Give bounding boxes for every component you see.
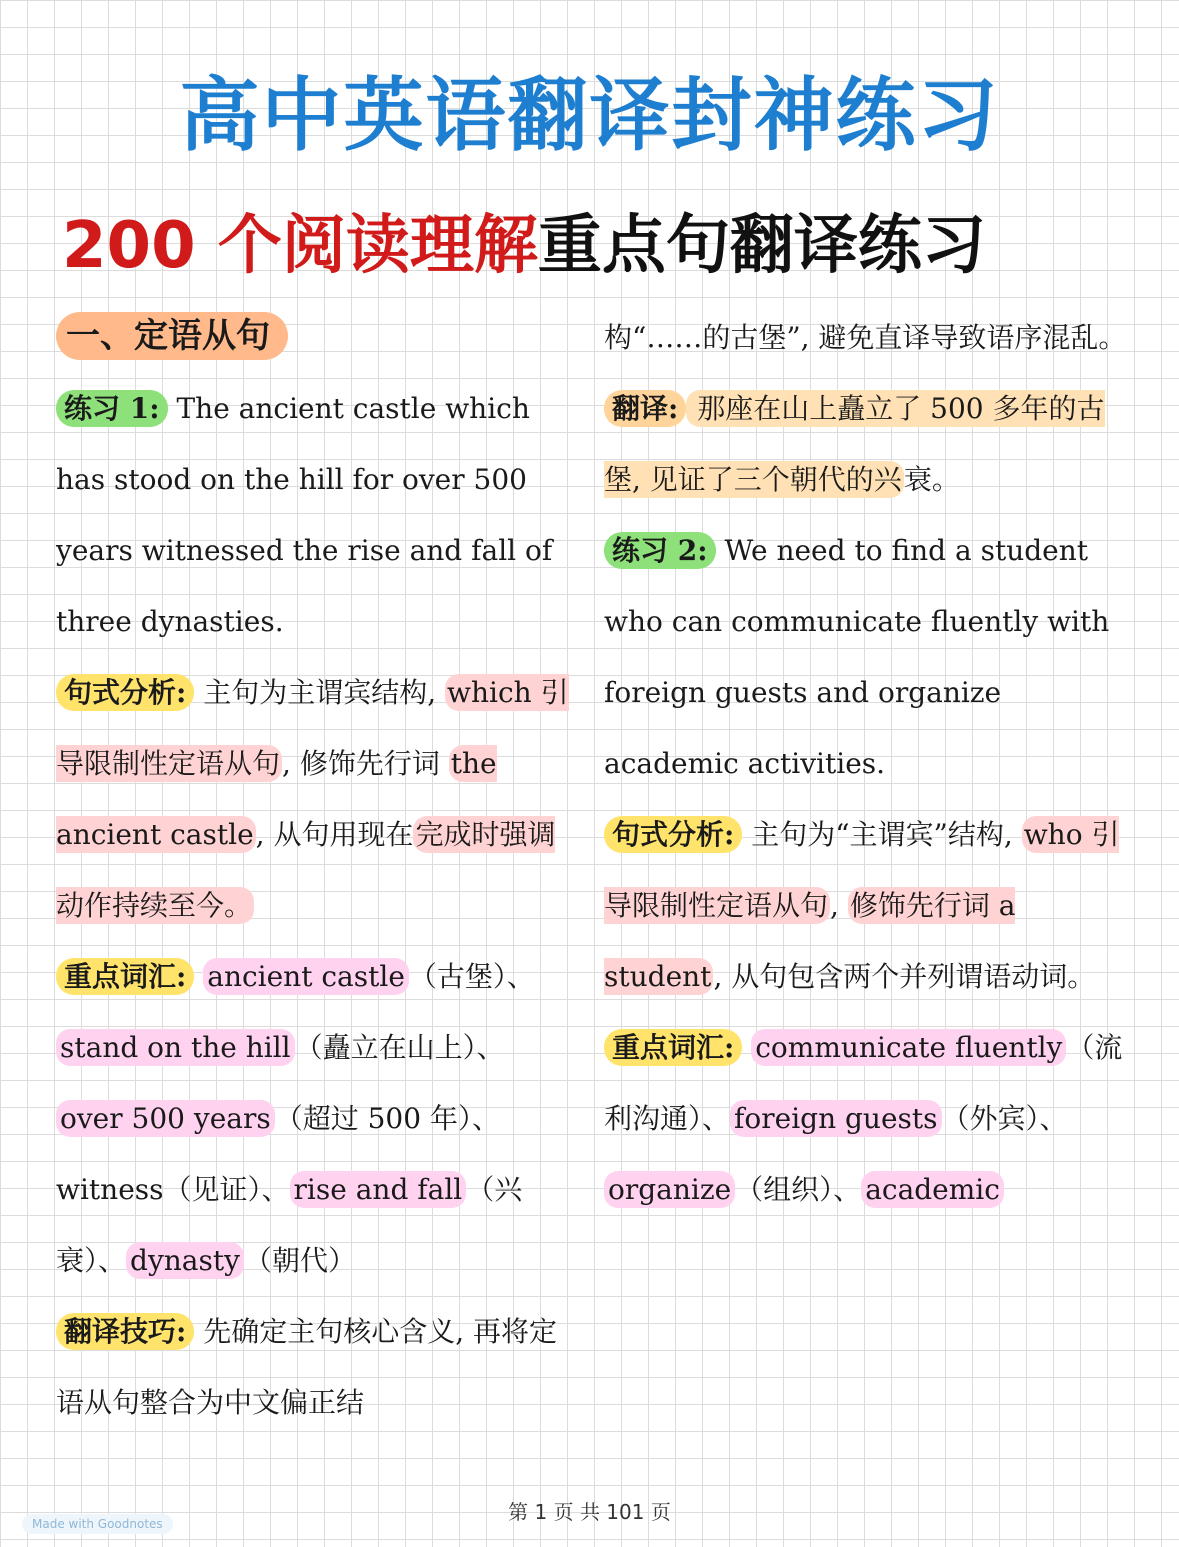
vocab-term: foreign guests	[730, 1100, 942, 1137]
vocab-meaning: （外宾）、	[941, 1102, 1068, 1135]
vocab-meaning: （矗立在山上）、	[294, 1031, 505, 1064]
vocab-term: dynasty	[126, 1242, 244, 1279]
vocab-meaning: （朝代）	[243, 1244, 356, 1277]
vocab-term: rise and fall	[290, 1171, 467, 1208]
exercise-1-sentence	[56, 373, 576, 657]
section-heading: 一、定语从句	[56, 312, 288, 360]
exercise-1-text: The ancient castle which has stood on the hill for over 500 years witnessed the rise and fall of three dynasties.	[56, 392, 553, 638]
analysis-highlight: which 引导限制性定语从句	[56, 676, 569, 780]
vocab-meaning: （组织）、	[735, 1173, 862, 1206]
section-heading-row	[56, 302, 576, 373]
vocab-term: communicate fluently	[751, 1029, 1066, 1066]
page-title: 高中英语翻译封神练习	[179, 69, 1000, 162]
analysis-label: 句式分析:	[604, 816, 742, 853]
exercise-2-label: 练习 2:	[604, 532, 716, 569]
analysis-text: , 从句包含两个并列谓语动词。	[713, 960, 1096, 993]
analysis-highlight: 修饰先行词 a student	[604, 889, 1016, 993]
vocab-meaning: （流利沟通）、	[604, 1031, 1123, 1135]
vocab-plain: witness（见证）、	[56, 1173, 290, 1206]
exercise-2-text: We need to find a student who can communicate fluently with foreign guests and organize academic activities.	[604, 534, 1110, 780]
analysis-highlight: 完成时强调动作持续至今。	[56, 818, 556, 922]
analysis-text: 主句为主谓宾结构,	[194, 676, 446, 709]
subtitle-red-part: 200 个阅读理解	[62, 209, 538, 283]
goodnotes-watermark: Made with Goodnotes	[22, 1514, 173, 1534]
analysis-label: 句式分析:	[56, 674, 194, 711]
translation-label: 翻译:	[604, 390, 686, 427]
translation-text: 那座在山上矗立了 500 多年的古堡, 见证了三个朝代的兴	[604, 392, 1105, 496]
exercise-1-vocab	[56, 941, 576, 1296]
vocab-term: academic	[861, 1171, 1004, 1208]
analysis-text: 主句为“主谓宾”结构,	[742, 818, 1022, 851]
vocab-meaning: （超过 500 年）、	[274, 1102, 500, 1135]
tip-text: 构“……的古堡”, 避免直译导致语序混乱。	[604, 321, 1127, 354]
exercise-1-tip	[56, 1296, 576, 1438]
left-column	[56, 302, 576, 1438]
vocab-meaning: （兴衰）、	[56, 1173, 523, 1277]
tip-text: 先确定主句核心含义, 再将定语从句整合为中文偏正结	[56, 1315, 558, 1419]
subtitle-black-part: 重点句翻译练习	[537, 209, 986, 283]
exercise-2-vocab	[604, 1012, 1134, 1225]
exercise-1-tip-continued	[604, 302, 1134, 373]
tip-label: 翻译技巧:	[56, 1313, 194, 1350]
vocab-label: 重点词汇:	[604, 1029, 742, 1066]
vocab-meaning: （古堡）、	[408, 960, 535, 993]
exercise-2-analysis	[604, 799, 1134, 1012]
vocab-term: over 500 years	[56, 1100, 275, 1137]
analysis-text: , 修饰先行词	[282, 747, 449, 780]
page-number: 第 1 页 共 101 页	[508, 1500, 671, 1524]
vocab-term: ancient castle	[203, 958, 409, 995]
right-column	[604, 302, 1134, 1225]
exercise-1-analysis	[56, 657, 576, 941]
translation-text: 衰。	[903, 463, 960, 496]
analysis-highlight: who 引导限制性定语从句	[604, 818, 1120, 922]
exercise-2-sentence	[604, 515, 1134, 799]
analysis-highlight: the ancient castle	[56, 747, 497, 851]
vocab-term: organize	[604, 1171, 735, 1208]
vocab-label: 重点词汇:	[56, 958, 194, 995]
analysis-text: , 从句用现在	[255, 818, 414, 851]
exercise-1-translation	[604, 373, 1134, 515]
analysis-text: ,	[830, 889, 848, 922]
exercise-1-label: 练习 1:	[56, 390, 168, 427]
subtitle	[62, 196, 1162, 296]
vocab-term: stand on the hill	[56, 1029, 295, 1066]
